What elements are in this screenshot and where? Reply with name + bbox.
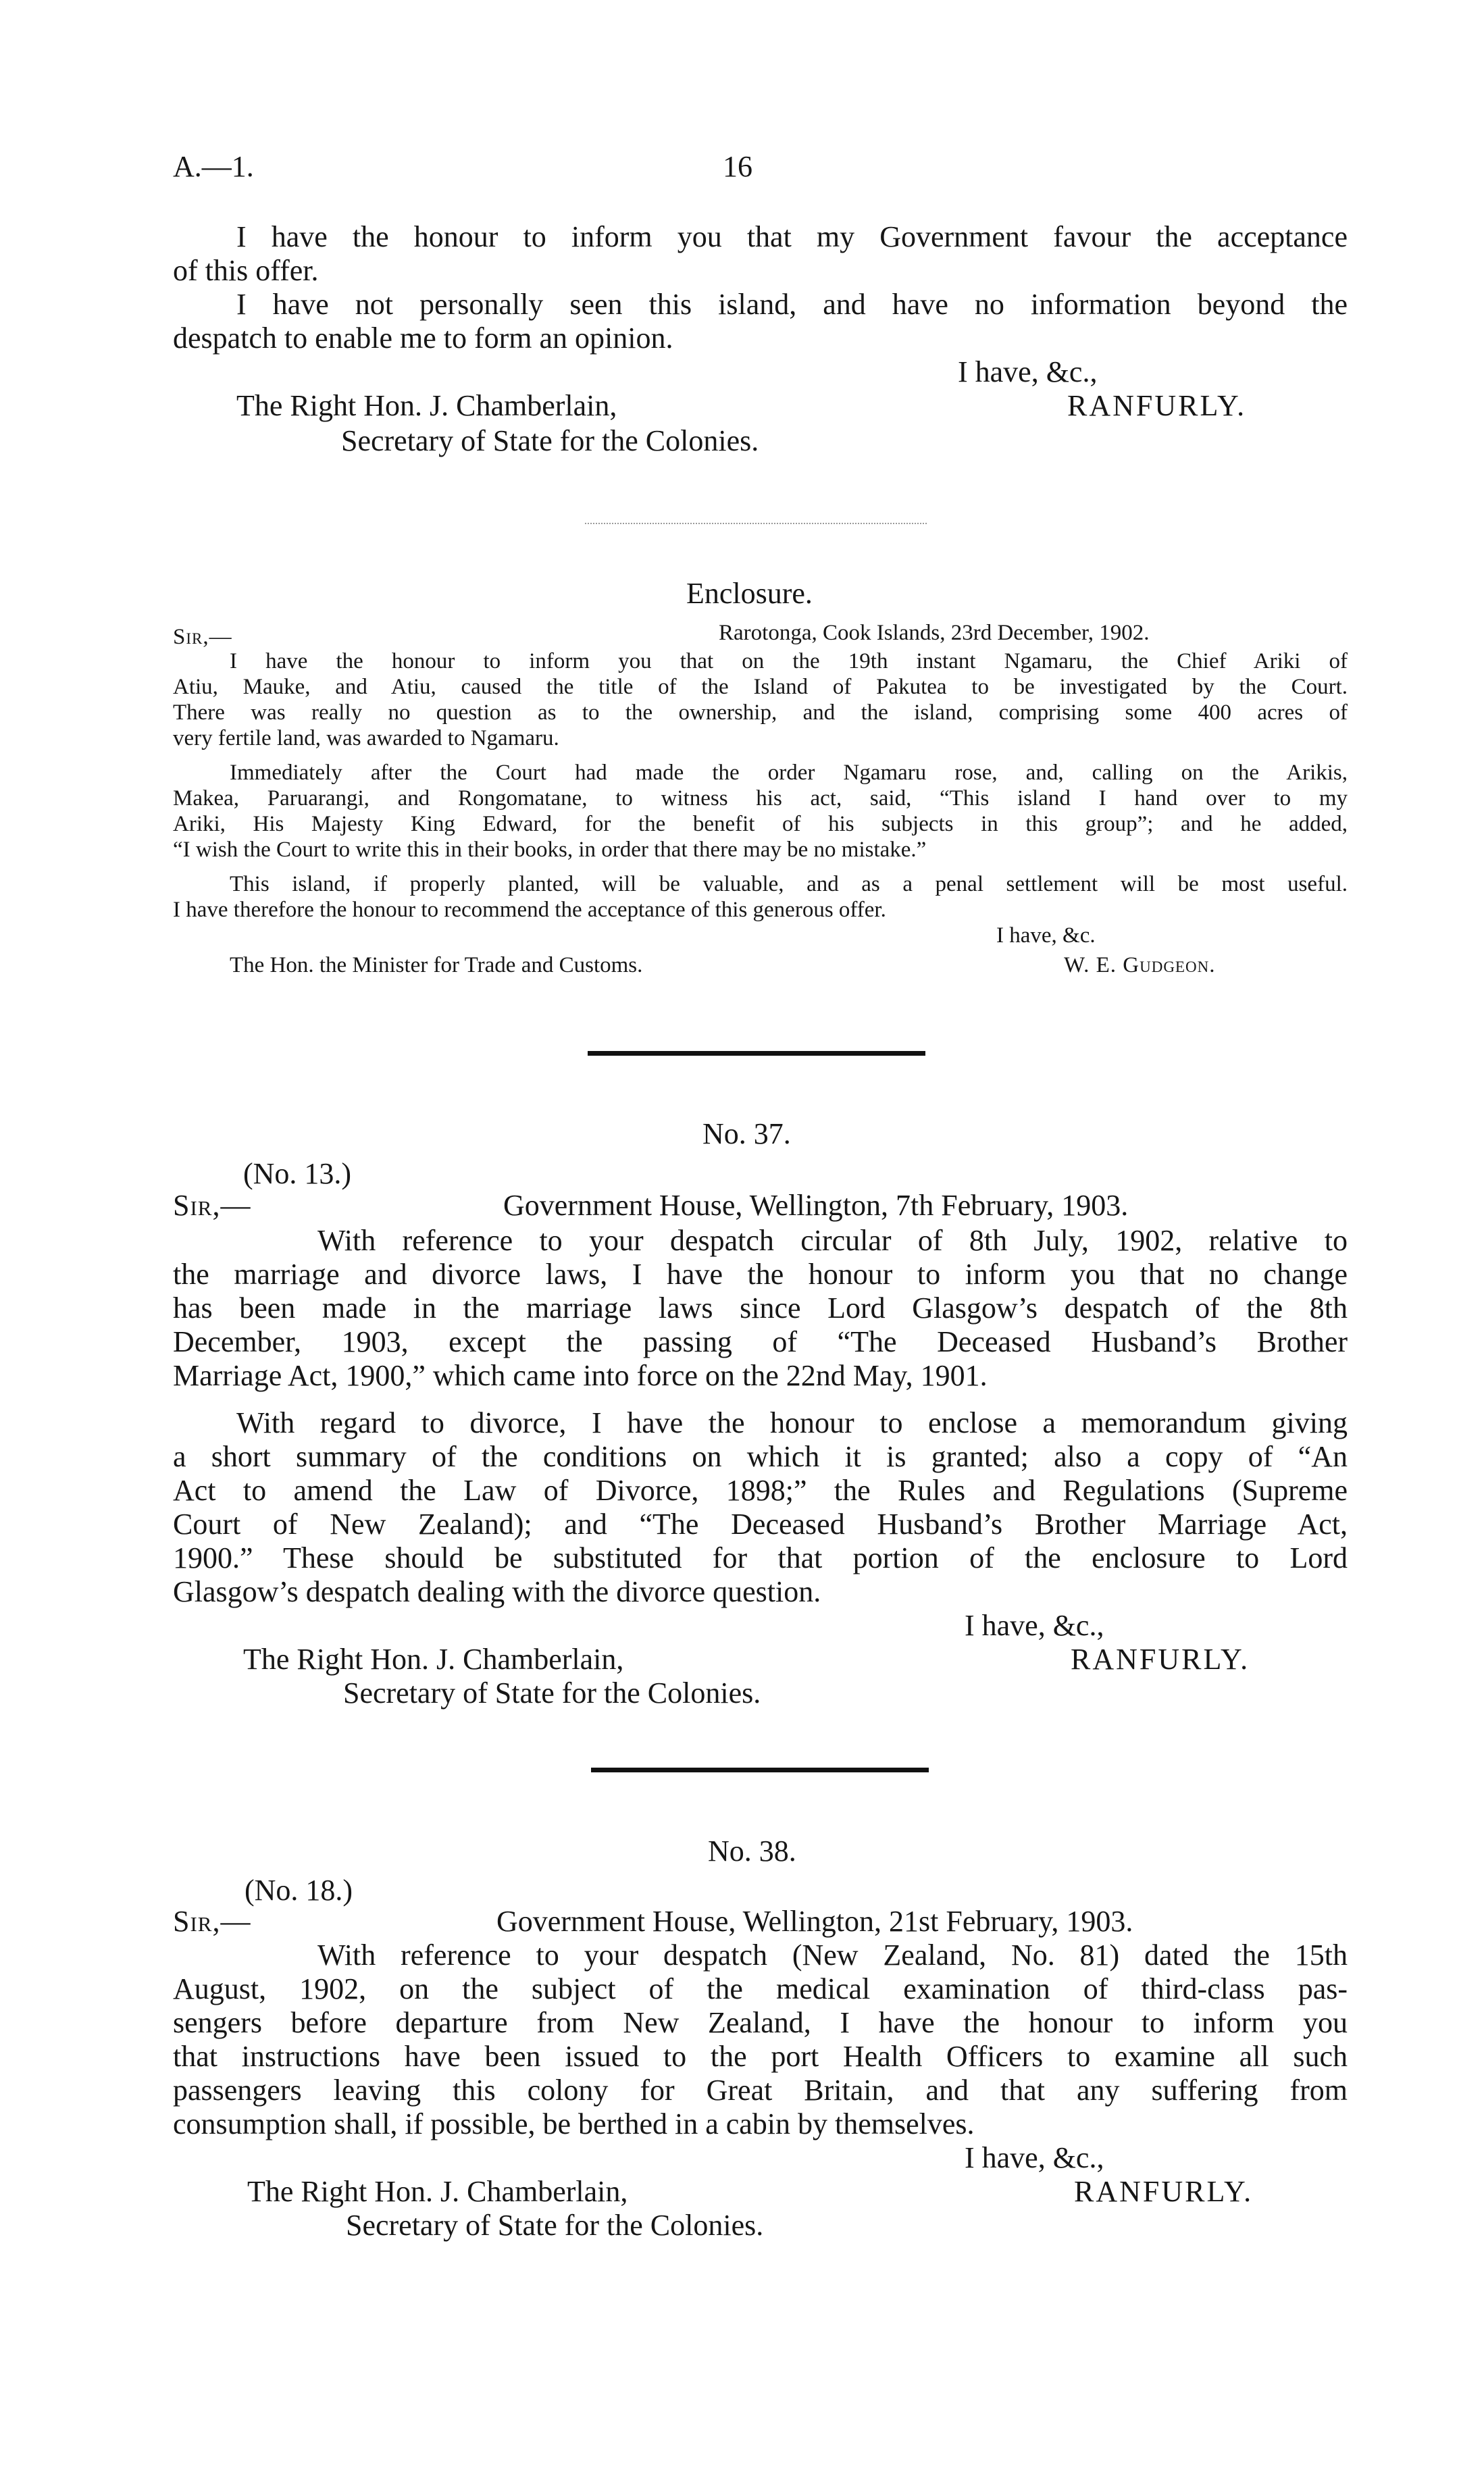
enclosure-heading: Enclosure. <box>686 577 813 610</box>
signature: RANFURLY. <box>1074 2175 1254 2208</box>
page-number: 16 <box>723 150 752 183</box>
body-line: I have not personally seen this island, and have no information beyond the <box>236 288 1348 321</box>
body-line: With reference to your despatch circular of 8th July, 1902, relative to <box>317 1224 1348 1257</box>
addressee: The Right Hon. J. Chamberlain, <box>243 1643 624 1676</box>
body-line: I have the honour to inform you that my Government favour the acceptance <box>236 220 1348 253</box>
body-line: August, 1902, on the subject of the medical examination of third-class pas- <box>173 1972 1348 2005</box>
body-line: of this offer. <box>173 254 319 287</box>
enclosure-line: There was really no question as to the ownership, and the island, comprising some 400 acres of <box>173 700 1348 725</box>
body-line: Act to amend the Law of Divorce, 1898;” the Rules and Regulations (Supreme <box>173 1474 1348 1507</box>
letter-number: No. 37. <box>702 1117 791 1150</box>
closing: I have, &c. <box>996 923 1096 948</box>
body-line: With regard to divorce, I have the honour to enclose a memorandum giving <box>236 1406 1348 1439</box>
body-line: the marriage and divorce laws, I have the honour to inform you that no change <box>173 1258 1348 1291</box>
salutation: Sir,— <box>173 1905 251 1938</box>
despatch-number: (No. 13.) <box>243 1157 352 1190</box>
place-date: Government House, Wellington, 7th February, 1903. <box>503 1189 1129 1222</box>
closing: I have, &c., <box>958 355 1098 388</box>
body-line: Court of New Zealand); and “The Deceased Husband’s Brother Marriage Act, <box>173 1508 1348 1541</box>
body-line: passengers leaving this colony for Great Britain, and that any suffering from <box>173 2074 1348 2107</box>
enclosure-line: Makea, Paruarangi, and Rongomatane, to witness his act, said, “This island I hand over to my <box>173 786 1348 811</box>
section-divider <box>585 523 927 524</box>
addressee-title: Secretary of State for the Colonies. <box>343 1676 761 1710</box>
body-line: Marriage Act, 1900,” which came into force on the 22nd May, 1901. <box>173 1359 988 1392</box>
addressee: The Right Hon. J. Chamberlain, <box>236 389 617 422</box>
closing: I have, &c., <box>965 2141 1104 2174</box>
body-line: With reference to your despatch (New Zealand, No. 81) dated the 15th <box>317 1939 1348 1972</box>
salutation: Sir,— <box>173 625 232 649</box>
enclosure-line: I have the honour to inform you that on the 19th instant Ngamaru, the Chief Ariki of <box>230 649 1348 673</box>
document-reference: A.—1. <box>173 150 254 183</box>
enclosure-line: very fertile land, was awarded to Ngamaru. <box>173 726 559 750</box>
body-line: sengers before departure from New Zealand, I have the honour to inform you <box>173 2006 1348 2039</box>
addressee: The Right Hon. J. Chamberlain, <box>247 2175 628 2208</box>
body-line: Glasgow’s despatch dealing with the divorce question. <box>173 1575 821 1608</box>
body-line: December, 1903, except the passing of “The Deceased Husband’s Brother <box>173 1325 1348 1358</box>
enclosure-line: I have therefore the honour to recommend the acceptance of this generous offer. <box>173 898 886 922</box>
enclosure-line: “I wish the Court to write this in their books, in order that there may be no mistake.” <box>173 838 927 862</box>
signature: W. E. Gudgeon. <box>1064 953 1216 977</box>
body-line: consumption shall, if possible, be berthed in a cabin by themselves. <box>173 2107 975 2140</box>
body-line: 1900.” These should be substituted for that portion of the enclosure to Lord <box>173 1541 1348 1574</box>
section-rule <box>591 1768 929 1772</box>
salutation: Sir,— <box>173 1189 251 1222</box>
addressee: The Hon. the Minister for Trade and Customs. <box>230 953 643 977</box>
place-date: Rarotonga, Cook Islands, 23rd December, 1902. <box>719 621 1150 645</box>
body-line: that instructions have been issued to the port Health Officers to examine all such <box>173 2040 1348 2073</box>
enclosure-line: This island, if properly planted, will be valuable, and as a penal settlement will be most useful. <box>230 872 1348 896</box>
addressee-title: Secretary of State for the Colonies. <box>346 2209 764 2242</box>
place-date: Government House, Wellington, 21st February, 1903. <box>496 1905 1133 1938</box>
section-rule <box>588 1051 925 1056</box>
signature: RANFURLY. <box>1067 389 1247 422</box>
letter-number: No. 38. <box>708 1834 796 1868</box>
enclosure-line: Atiu, Mauke, and Atiu, caused the title of the Island of Pakutea to be investigated by the Court. <box>173 675 1348 699</box>
enclosure-line: Immediately after the Court had made the order Ngamaru rose, and, calling on the Arikis, <box>230 761 1348 785</box>
enclosure-line: Ariki, His Majesty King Edward, for the benefit of his subjects in this group”; and he added, <box>173 812 1348 836</box>
despatch-number: (No. 18.) <box>245 1874 353 1907</box>
body-line: a short summary of the conditions on which it is granted; also a copy of “An <box>173 1440 1348 1473</box>
closing: I have, &c., <box>965 1609 1104 1642</box>
addressee-title: Secretary of State for the Colonies. <box>341 424 759 457</box>
body-line: has been made in the marriage laws since Lord Glasgow’s despatch of the 8th <box>173 1291 1348 1325</box>
body-line: despatch to enable me to form an opinion. <box>173 322 673 355</box>
signature: RANFURLY. <box>1071 1643 1250 1676</box>
